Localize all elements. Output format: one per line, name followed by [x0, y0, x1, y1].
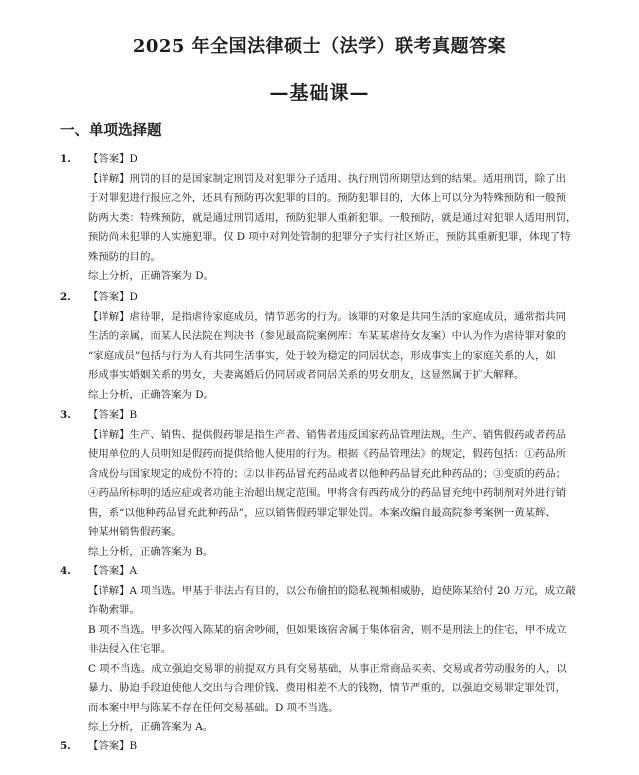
explanation-line: 含成份与国家规定的成份不符的；②以非药品冒充药品或者以他种药品冒充此种药品的；③变质的药品； [88, 467, 566, 480]
answer-label: 【答案】B [88, 409, 138, 421]
question-number: 1. [60, 153, 71, 165]
explanation-line: 形成事实婚姻关系的男女，夫妻离婚后仍同居或者同居关系的男女朋友，这显然属于扩大解释。 [88, 369, 525, 381]
explanation-line: 【详解】A 项当选。甲基于非法占有目的，以公布偷拍的隐私视频相威胁，迫使陈某给付 20 万元，成立敲 [88, 584, 576, 597]
explanation-line: 于对罪犯进行报应之外，还具有预防再次犯罪的目的。预防犯罪目的，大体上可以分为特殊预防和一般预 [88, 192, 566, 204]
explanation-line: B 项不当选。甲多次闯入陈某的宿舍吵闹，但如果该宿舍属于集体宿舍，则不是刑法上的住宅，甲不成立 [88, 623, 567, 636]
conclusion-line: 综上分析，正确答案为 B。 [88, 545, 214, 558]
conclusion-line: 综上分析，正确答案为 A。 [88, 721, 214, 733]
explanation-line: 防两大类：特殊预防，就是通过刑罚适用，预防犯罪人重新犯罪。一般预防，就是通过对犯罪人适用刑罚， [88, 211, 577, 224]
explanation-line: 殊预防的目的。 [88, 250, 161, 263]
question-number: 2. [60, 291, 71, 303]
explanation-line: 【详解】刑罚的目的是国家制定刑罚及对犯罪分子适用、执行刑罚所期望达到的结果。适用刑罚，除了出 [88, 172, 566, 185]
explanation-line: 预防尚未犯罪的人实施犯罪。仅 D 项中对判处管制的犯罪分子实行社区矫正，预防其重新犯罪，体现了特 [88, 231, 571, 243]
question-number: 4. [60, 565, 71, 577]
conclusion-line: 综上分析，正确答案为 D。 [88, 270, 214, 282]
explanation-line: 售，系“以他种药品冒充此种药品”，应以销售假药罪定罪处罚。本案改编自最高院参考案例一黄某辉、 [88, 506, 556, 519]
question-number: 5. [60, 740, 71, 752]
question-1 [60, 150, 600, 287]
explanation-line: 暴力、胁迫手段迫使他人交出与合理价钱、费用相差不大的钱物，情节严重的，以强迫交易罪定罪处罚， [88, 682, 566, 694]
document-subtitle: —基础课— [269, 82, 370, 104]
conclusion-line: 综上分析，正确答案为 D。 [88, 388, 214, 401]
explanation-line: 钟某州销售假药案。 [88, 526, 182, 538]
explanation-line: C 项不当选。成立强迫交易罪的前提双方具有交易基础，从事正常商品买卖、交易或者劳动服务的人，以 [88, 662, 567, 675]
explanation-line: 【详解】虐待罪，是指虐待家庭成员，情节恶劣的行为。该罪的对象是共同生活的家庭成员，通常指共同 [88, 310, 566, 323]
document-title: 2025 年全国法律硕士（法学）联考真题答案 [132, 36, 507, 57]
question-4 [60, 562, 600, 738]
answer-label: 【答案】B [88, 740, 138, 752]
explanation-line: 使用单位的人员明知是假药而提供给他人使用的行为。根据《药品管理法》的规定，假药包括：①药品所 [88, 448, 566, 460]
explanation-line: 【详解】生产、销售、提供假药罪是指生产者、销售者违反国家药品管理法规，生产、销售假药或者药品 [88, 428, 566, 441]
explanation-line: 诈勒索罪。 [88, 604, 140, 616]
question-number: 3. [60, 409, 71, 421]
question-2 [60, 288, 600, 405]
explanation-line: ④药品所标明的适应症或者功能主治超出规定范围。甲将含有西药成分的药品冒充纯中药制剂对外进行销 [88, 487, 566, 499]
explanation-line: “家庭成员”包括与行为人有共同生活事实，处于较为稳定的同居状态，形成事实上的家庭关系的人，如 [88, 349, 556, 362]
explanation-line: 而本案中甲与陈某不存在任何交易基础。D 项不当选。 [88, 701, 339, 714]
explanation-line: 生活的亲属，而某人民法院在判决书（参见最高院案例库：车某某虐待女友案）中认为作为虐待罪对象的 [88, 330, 566, 342]
section-heading: 一、单项选择题 [60, 122, 162, 139]
answer-label: 【答案】D [88, 291, 138, 303]
question-5 [60, 737, 600, 757]
question-3 [60, 406, 600, 562]
explanation-line: 非法侵入住宅罪。 [88, 643, 172, 655]
answer-label: 【答案】A [88, 565, 138, 577]
answer-label: 【答案】D [88, 153, 138, 165]
